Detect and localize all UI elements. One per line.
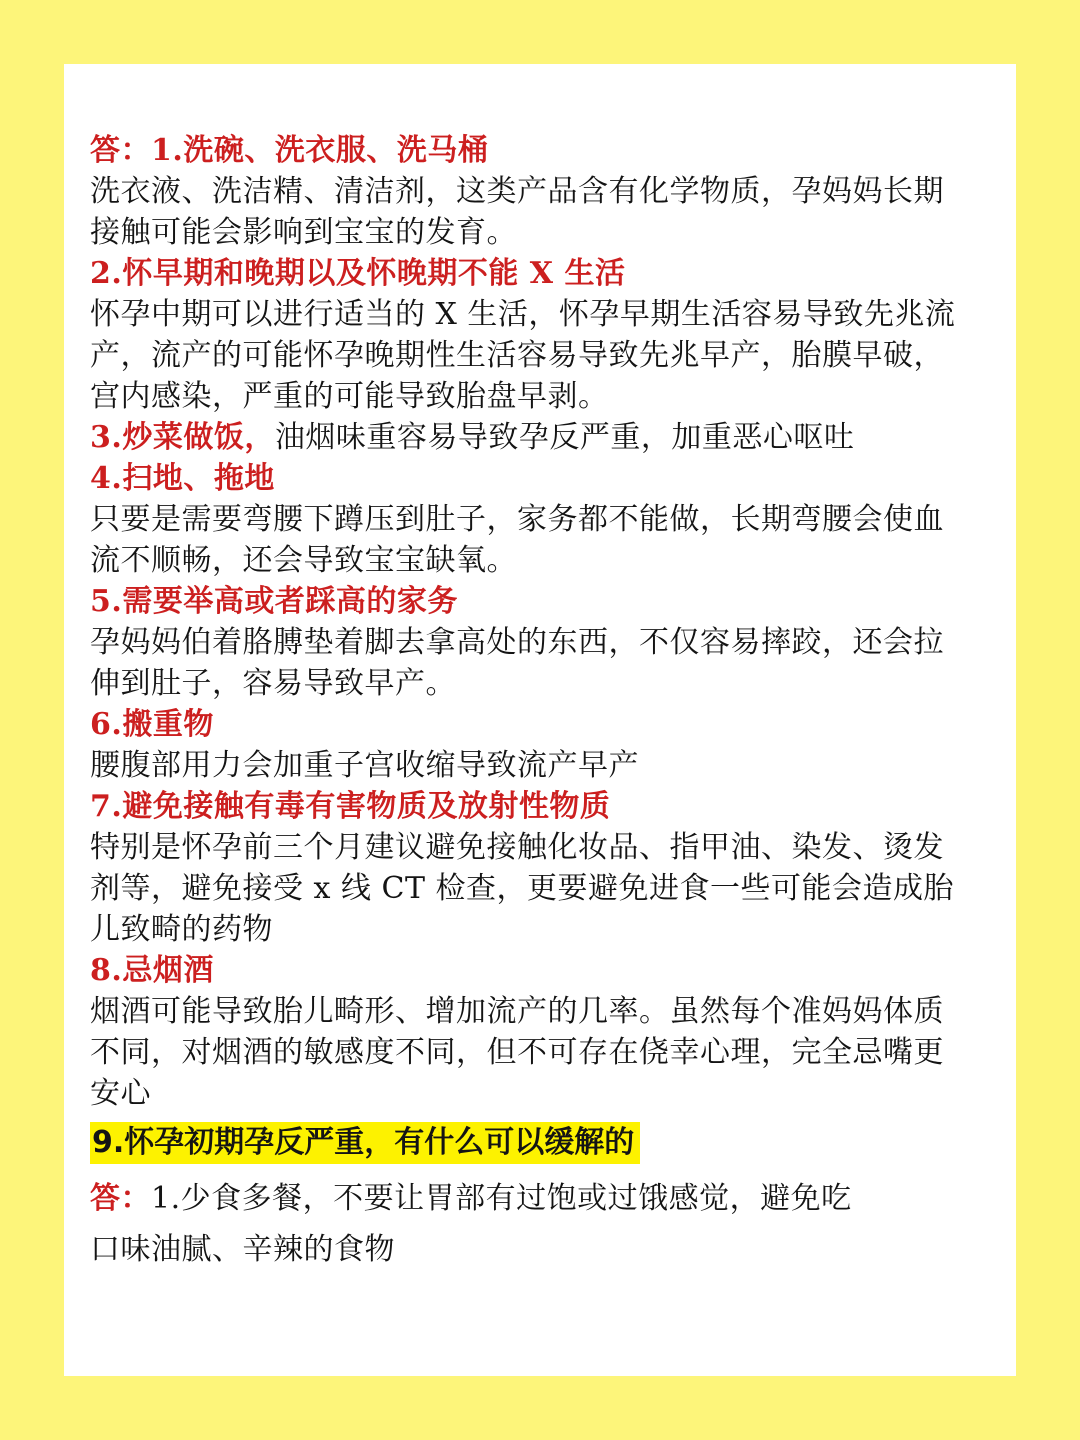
section-heading: 8.忌烟酒 xyxy=(90,953,214,988)
body-line: 不同，对烟酒的敏感度不同，但不可存在侥幸心理，完全忌嘴更 xyxy=(90,1035,944,1070)
section-heading: 4.扫地、拖地 xyxy=(90,461,275,496)
body-line: 怀孕中期可以进行适当的 X 生活，怀孕早期生活容易导致先兆流 xyxy=(90,297,956,332)
answer-row xyxy=(90,1178,990,1219)
body-line: 流不顺畅，还会导致宝宝缺氧。 xyxy=(90,543,517,578)
body-line: 洗衣液、洗洁精、清洁剂，这类产品含有化学物质，孕妈妈长期 xyxy=(90,174,944,209)
body-line: 只要是需要弯腰下蹲压到肚子，家务都不能做，长期弯腰会使血 xyxy=(90,502,944,537)
section-heading: 6.搬重物 xyxy=(90,707,214,742)
body-line: 烟酒可能导致胎儿畸形、增加流产的几率。虽然每个准妈妈体质 xyxy=(90,994,944,1029)
section-heading: 答：1.洗碗、洗衣服、洗马桶 xyxy=(90,133,489,168)
body-line: 特别是怀孕前三个月建议避免接触化妆品、指甲油、染发、烫发 xyxy=(90,830,944,865)
body-line: 安心 xyxy=(90,1076,151,1111)
section-heading: 3.炒菜做饭， xyxy=(90,420,275,455)
body-line: 接触可能会影响到宝宝的发育。 xyxy=(90,215,517,250)
answer-label: 答： xyxy=(90,1181,151,1216)
content-card xyxy=(64,64,1016,1376)
section-heading: 7.避免接触有毒有害物质及放射性物质 xyxy=(90,789,611,824)
body-line: 口味油腻、辛辣的食物 xyxy=(90,1232,395,1267)
body-line: 产，流产的可能怀孕晚期性生活容易导致先兆早产，胎膜早破， xyxy=(90,338,944,373)
answer-text: 1.少食多餐，不要让胃部有过饱或过饿感觉，避免吃 xyxy=(151,1181,852,1216)
body-line: 儿致畸的药物 xyxy=(90,912,273,947)
section-heading-row xyxy=(90,417,990,458)
section-heading: 5.需要举高或者踩高的家务 xyxy=(90,584,458,619)
section-heading: 2.怀早期和晚期以及怀晚期不能 X 生活 xyxy=(90,256,626,291)
body-line: 宫内感染，严重的可能导致胎盘早剥。 xyxy=(90,379,609,414)
body-line: 腰腹部用力会加重子宫收缩导致流产早产 xyxy=(90,748,639,783)
body-line: 剂等，避免接受 x 线 CT 检查，更要避免进食一些可能会造成胎 xyxy=(90,871,955,906)
article-body xyxy=(90,130,990,1270)
question-highlight: 9.怀孕初期孕反严重，有什么可以缓解的 xyxy=(90,1122,640,1164)
body-text: 油烟味重容易导致孕反严重，加重恶心呕吐 xyxy=(274,420,855,455)
body-line: 孕妈妈伯着胳膊垫着脚去拿高处的东西，不仅容易摔跤，还会拉 xyxy=(90,625,944,660)
body-line: 伸到肚子，容易导致早产。 xyxy=(90,666,456,701)
question-row xyxy=(90,1122,990,1168)
